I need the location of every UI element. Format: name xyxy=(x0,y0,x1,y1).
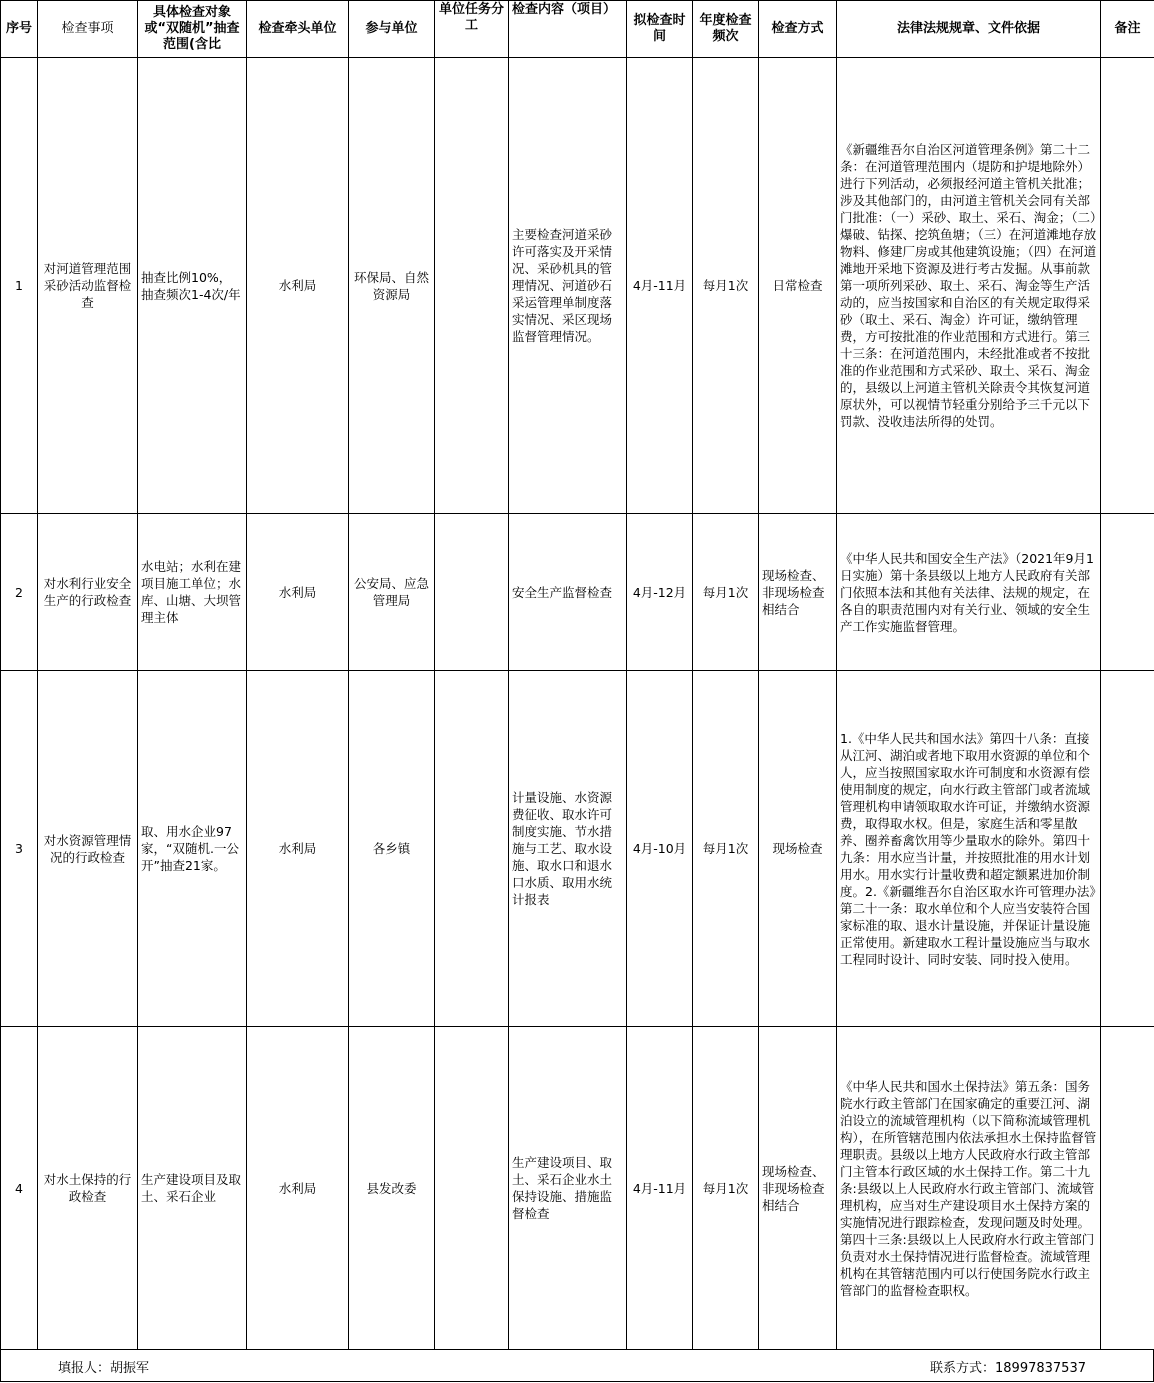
cell-scope: 抽查比例10%，抽查频次1-4次/年 xyxy=(138,58,247,514)
header-seq: 序号 xyxy=(1,1,38,58)
header-freq: 年度检查频次 xyxy=(693,1,759,58)
cell-participants: 环保局、自然资源局 xyxy=(349,58,435,514)
cell-content: 主要检查河道采砂许可落实及开采情况、采砂机具的管理情况、河道砂石采运管理单制度落实情况、采区现场监督管理情况。 xyxy=(509,58,627,514)
cell-time: 4月-10月 xyxy=(627,671,693,1027)
cell-item: 对水资源管理情况的行政检查 xyxy=(38,671,138,1027)
header-method: 检查方式 xyxy=(759,1,837,58)
cell-seq: 2 xyxy=(1,514,38,671)
cell-law: 1.《中华人民共和国水法》第四十八条：直接从江河、湖泊或者地下取用水资源的单位和个人，应当按照国家取水许可制度和水资源有偿使用制度的规定，向水行政主管部门或者流域管理机构申请领取取水许可证，并缴纳水资源费，取得取水权。但是，家庭生活和零星散养、圈养畜禽饮用等少量取水的除外。第四十九条：用水应当计量，并按照批准的用水计划用水。用水实行计量收费和超定额累进加价制度。2.《新疆维吾尔自治区取水许可管理办法》第二十一条：取水单位和个人应当安装符合国家标准的取、退水计量设施，并保证计量设施正常使用。新建取水工程计量设施应当与取水工程同时设计、同时安装、同时投入使用。 xyxy=(837,671,1101,1027)
cell-time: 4月-12月 xyxy=(627,514,693,671)
header-row xyxy=(1,1,1154,58)
cell-item: 对河道管理范围采砂活动监督检查 xyxy=(38,58,138,514)
cell-freq: 每月1次 xyxy=(693,1027,759,1350)
table-row xyxy=(1,671,1154,1027)
cell-task xyxy=(435,1027,509,1350)
cell-scope: 取、用水企业97家，“双随机.一公开”抽查21家。 xyxy=(138,671,247,1027)
table-row xyxy=(1,1027,1154,1350)
footer xyxy=(0,1349,1154,1381)
cell-seq: 4 xyxy=(1,1027,38,1350)
cell-method: 现场检查 xyxy=(759,671,837,1027)
cell-lead: 水利局 xyxy=(247,514,349,671)
cell-method: 日常检查 xyxy=(759,58,837,514)
cell-freq: 每月1次 xyxy=(693,58,759,514)
cell-time: 4月-11月 xyxy=(627,58,693,514)
header-participants: 参与单位 xyxy=(349,1,435,58)
cell-note xyxy=(1101,1027,1154,1350)
cell-item: 对水利行业安全生产的行政检查 xyxy=(38,514,138,671)
cell-time: 4月-11月 xyxy=(627,1027,693,1350)
contact-info: 联系方式：18997837537 xyxy=(930,1361,1086,1376)
header-task: 单位任务分工 xyxy=(435,1,509,58)
cell-seq: 1 xyxy=(1,58,38,514)
cell-law: 《中华人民共和国安全生产法》（2021年9月1日实施）第十条县级以上地方人民政府有关部门依照本法和其他有关法律、法规的规定，在各自的职责范围内对有关行业、领域的安全生产工作实施监督管理。 xyxy=(837,514,1101,671)
header-law: 法律法规规章、文件依据 xyxy=(837,1,1101,58)
cell-task xyxy=(435,671,509,1027)
filler-name: 填报人：胡振军 xyxy=(58,1361,150,1376)
header-note: 备注 xyxy=(1101,1,1154,58)
cell-note xyxy=(1101,514,1154,671)
table-row xyxy=(1,58,1154,514)
header-content: 检查内容（项目） xyxy=(509,1,627,58)
cell-participants: 县发改委 xyxy=(349,1027,435,1350)
cell-method: 现场检查、非现场检查相结合 xyxy=(759,1027,837,1350)
cell-note xyxy=(1101,58,1154,514)
footer-border-bottom xyxy=(0,1381,1154,1382)
cell-freq: 每月1次 xyxy=(693,514,759,671)
cell-scope: 水电站；水利在建项目施工单位；水库、山塘、大坝管理主体 xyxy=(138,514,247,671)
table-row xyxy=(1,514,1154,671)
cell-lead: 水利局 xyxy=(247,671,349,1027)
cell-law: 《中华人民共和国水土保持法》第五条：国务院水行政主管部门在国家确定的重要江河、湖泊设立的流域管理机构（以下简称流域管理机构），在所管辖范围内依法承担水土保持监督管理职责。县级以上地方人民政府水行政主管部门主管本行政区域的水土保持工作。第二十九条:县级以上人民政府水行政主管部门、流域管理机构，应当对生产建设项目水土保持方案的实施情况进行跟踪检查，发现问题及时处理。第四十三条:县级以上人民政府水行政主管部门负责对水土保持情况进行监督检查。流域管理机构在其管辖范围内可以行使国务院水行政主管部门的监督检查职权。 xyxy=(837,1027,1101,1350)
cell-item: 对水土保持的行政检查 xyxy=(38,1027,138,1350)
cell-content: 计量设施、水资源费征收、取水许可制度实施、节水措施与工艺、取水设施、取水口和退水口水质、取用水统计报表 xyxy=(509,671,627,1027)
cell-lead: 水利局 xyxy=(247,58,349,514)
cell-participants: 各乡镇 xyxy=(349,671,435,1027)
cell-law: 《新疆维吾尔自治区河道管理条例》第二十二条：在河道管理范围内（堤防和护堤地除外）进行下列活动，必须报经河道主管机关批准；涉及其他部门的，由河道主管机关会同有关部门批准：（一）采砂、取土、采石、淘金；（二）爆破、钻探、挖筑鱼塘；（三）在河道滩地存放物料、修建厂房或其他建筑设施；（四）在河道滩地开采地下资源及进行考古发掘。从事前款第一项所列采砂、取土、采石、淘金等生产活动的，应当按国家和自治区的有关规定取得采砂（取土、采石、淘金）许可证，缴纳管理费，方可按批准的作业范围和方式进行。第三十三条：在河道范围内，未经批准或者不按批准的作业范围和方式采砂、取土、采石、淘金的，县级以上河道主管机关除责令其恢复河道原状外，可以视情节轻重分别给予三千元以下罚款、没收违法所得的处罚。 xyxy=(837,58,1101,514)
header-item: 检查事项 xyxy=(38,1,138,58)
cell-scope: 生产建设项目及取土、采石企业 xyxy=(138,1027,247,1350)
cell-method: 现场检查、非现场检查相结合 xyxy=(759,514,837,671)
cell-content: 安全生产监督检查 xyxy=(509,514,627,671)
header-scope: 具体检查对象或“双随机”抽查范围(含比 xyxy=(138,1,247,58)
cell-content: 生产建设项目、取土、采石企业水土保持设施、措施监督检查 xyxy=(509,1027,627,1350)
cell-lead: 水利局 xyxy=(247,1027,349,1350)
cell-seq: 3 xyxy=(1,671,38,1027)
header-time: 拟检查时间 xyxy=(627,1,693,58)
cell-participants: 公安局、应急管理局 xyxy=(349,514,435,671)
header-lead: 检查牵头单位 xyxy=(247,1,349,58)
cell-freq: 每月1次 xyxy=(693,671,759,1027)
cell-task xyxy=(435,58,509,514)
cell-task xyxy=(435,514,509,671)
cell-note xyxy=(1101,671,1154,1027)
footer-border-left xyxy=(0,1349,1,1382)
